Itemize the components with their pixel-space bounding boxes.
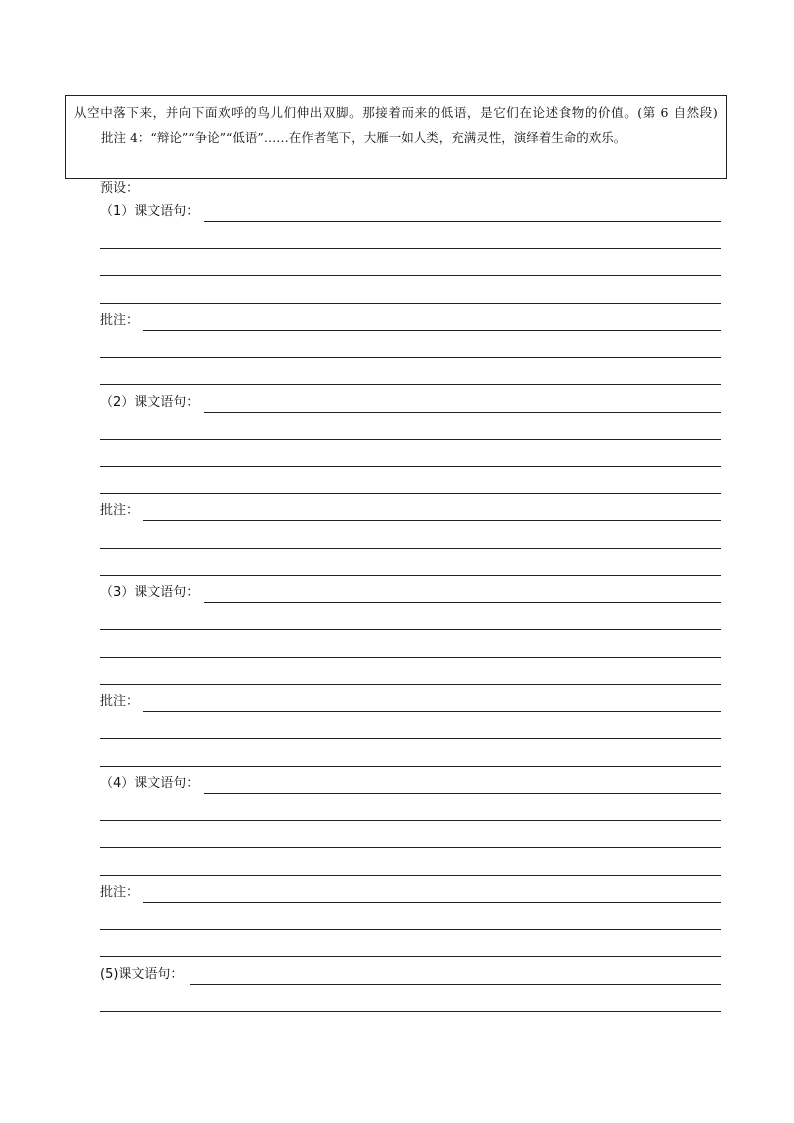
answer-row[interactable] xyxy=(100,358,721,385)
answer-row[interactable] xyxy=(100,440,721,467)
sentence-5-label: (5)课文语句： xyxy=(100,967,184,982)
excerpt-text: 从空中落下来，并向下面欢呼的鸟儿们伸出双脚。那接着而来的低语，是它们在论述食物的价值。(第 6 自然段) xyxy=(74,105,719,120)
answer-line[interactable] xyxy=(100,275,721,276)
annotation-3-label: 批注： xyxy=(100,694,140,709)
answer-row[interactable] xyxy=(100,222,721,249)
answer-line[interactable] xyxy=(100,629,721,630)
annotation-4-text: 批注 4：“辩论”“争论”“低语”……在作者笔下，大雁一如人类，充满灵性，演绎着生命的欢乐。 xyxy=(101,130,627,145)
answer-row[interactable] xyxy=(100,277,721,304)
answer-row[interactable] xyxy=(100,740,721,767)
sentence-1-label: （1）课文语句： xyxy=(100,204,200,219)
answer-row[interactable] xyxy=(100,467,721,494)
annotation-4-row[interactable] xyxy=(100,876,721,903)
sentence-4-row[interactable] xyxy=(100,767,721,794)
sentence-5-row[interactable] xyxy=(100,958,721,985)
answer-line[interactable] xyxy=(100,1011,721,1012)
answer-row[interactable] xyxy=(100,331,721,358)
annotation-2-label: 批注： xyxy=(100,503,140,518)
answer-row[interactable] xyxy=(100,658,721,685)
annotation-4-label: 批注： xyxy=(100,885,140,900)
sentence-3-row[interactable] xyxy=(100,576,721,603)
excerpt-box xyxy=(65,95,727,179)
answer-row[interactable] xyxy=(100,522,721,549)
answer-line[interactable] xyxy=(100,956,721,957)
preset-label: 预设： xyxy=(100,181,140,196)
annotation-1-row[interactable] xyxy=(100,304,721,331)
answer-row[interactable] xyxy=(100,249,721,276)
answer-line[interactable] xyxy=(100,384,721,385)
sentence-2-label: （2）课文语句： xyxy=(100,395,200,410)
answer-row[interactable] xyxy=(100,821,721,848)
sentence-3-label: （3）课文语句： xyxy=(100,585,200,600)
answer-row[interactable] xyxy=(100,794,721,821)
answer-row[interactable] xyxy=(100,930,721,957)
sentence-1-row[interactable] xyxy=(100,195,721,222)
annotation-3-row[interactable] xyxy=(100,685,721,712)
answer-line[interactable] xyxy=(100,847,721,848)
answer-line[interactable] xyxy=(143,520,721,521)
annotation-1-label: 批注： xyxy=(100,313,140,328)
sentence-2-row[interactable] xyxy=(100,386,721,413)
answer-row[interactable] xyxy=(100,849,721,876)
answer-line[interactable] xyxy=(100,738,721,739)
annotation-2-row[interactable] xyxy=(100,494,721,521)
answer-row[interactable] xyxy=(100,603,721,630)
answer-row[interactable] xyxy=(100,712,721,739)
answer-row[interactable] xyxy=(100,413,721,440)
sentence-4-label: （4）课文语句： xyxy=(100,776,200,791)
answer-row[interactable] xyxy=(100,549,721,576)
answer-row[interactable] xyxy=(100,631,721,658)
answer-row[interactable] xyxy=(100,903,721,930)
answer-row[interactable] xyxy=(100,985,721,1012)
